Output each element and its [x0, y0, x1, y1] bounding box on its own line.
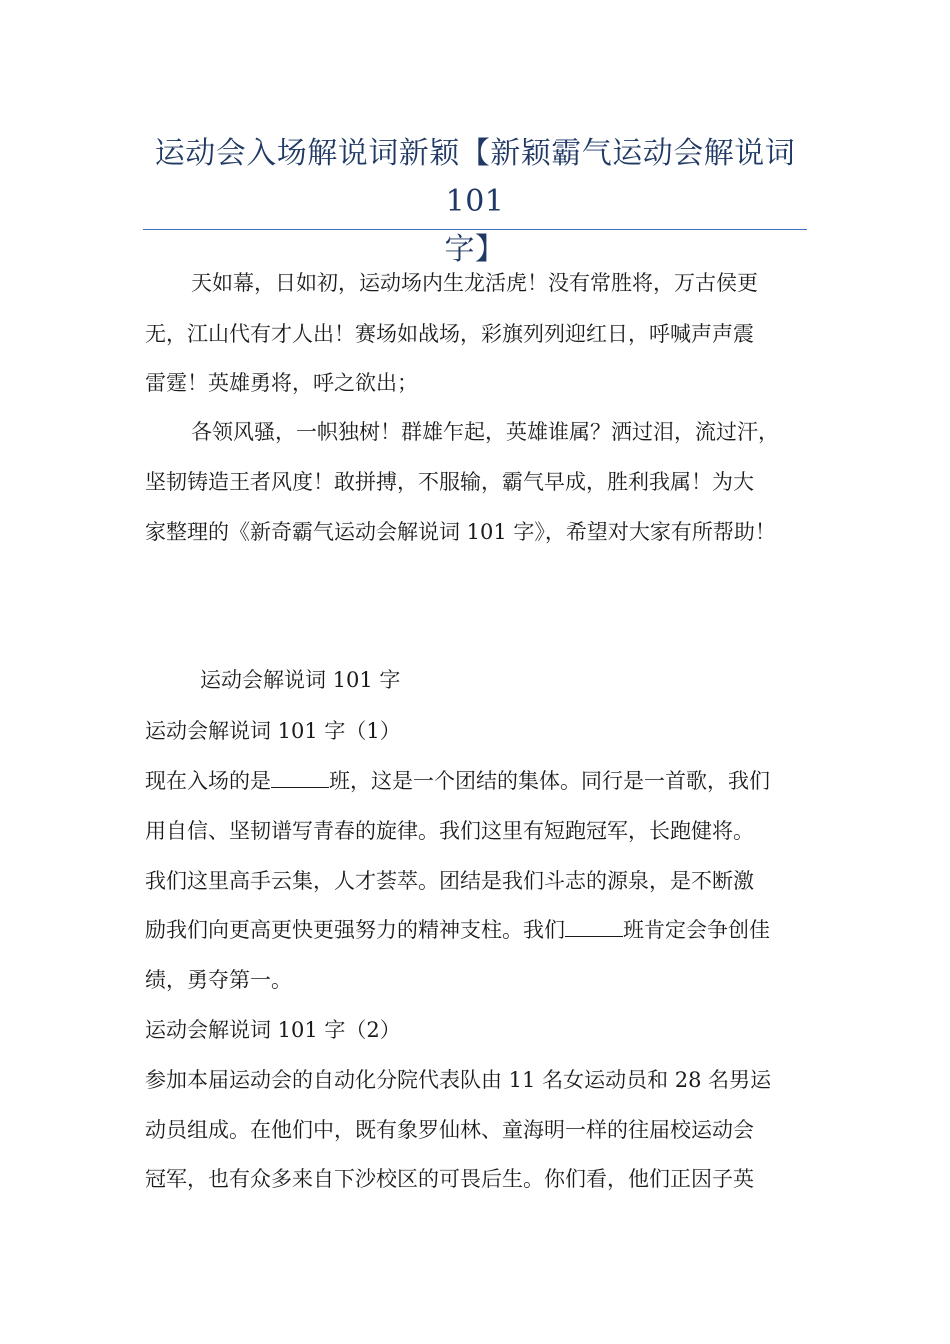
intro-line: 坚韧铸造王者风度！敢拼搏，不服输，霸气早成，胜利我属！为大 — [145, 470, 754, 494]
title-line-2: 字】 — [444, 232, 506, 267]
fill-blank — [271, 769, 329, 788]
part2-line: 冠军，也有众多来自下沙校区的可畏后生。你们看，他们正因子英 — [145, 1167, 754, 1191]
part1-line: 绩，勇夺第一。 — [145, 968, 292, 992]
part1-line: 用自信、坚韧谱写青春的旋律。我们这里有短跑冠军，长跑健将。 — [145, 819, 754, 843]
intro-line: 天如幕，日如初，运动场内生龙活虎！没有常胜将，万古侯更 — [191, 271, 758, 295]
document-title — [140, 130, 810, 274]
title-line-1: 运动会入场解说词新颖【新颖霸气运动会解说词 101 — [154, 136, 796, 219]
section-heading: 运动会解说词 101 字 — [200, 668, 401, 692]
part1-text: 现在入场的是 — [145, 769, 271, 793]
part2-line: 动员组成。在他们中，既有象罗仙林、童海明一样的往届校运动会 — [145, 1118, 754, 1142]
title-underline — [143, 229, 807, 230]
part2-line: 参加本届运动会的自动化分院代表队由 11 名女运动员和 28 名男运 — [145, 1068, 772, 1092]
part1-text: 班肯定会争创佳 — [623, 918, 770, 942]
part2-heading: 运动会解说词 101 字（2） — [145, 1018, 401, 1042]
part1-text: 班，这是一个团结的集体。同行是一首歌，我们 — [329, 769, 770, 793]
fill-blank — [565, 918, 623, 937]
intro-line: 各领风骚，一帜独树！群雄乍起，英雄谁属？洒过泪，流过汗， — [191, 420, 779, 444]
part1-line: 我们这里高手云集，人才荟萃。团结是我们斗志的源泉，是不断激 — [145, 869, 754, 893]
part1-line — [145, 767, 770, 795]
intro-line: 家整理的《新奇霸气运动会解说词 101 字》，希望对大家有所帮助！ — [145, 520, 776, 544]
intro-line: 无，江山代有才人出！赛场如战场，彩旗列列迎红日，呼喊声声震 — [145, 322, 754, 346]
part1-heading: 运动会解说词 101 字（1） — [145, 719, 401, 743]
intro-line: 雷霆！英雄勇将，呼之欲出； — [145, 371, 418, 395]
part1-line — [145, 916, 770, 944]
part1-text: 励我们向更高更快更强努力的精神支柱。我们 — [145, 918, 565, 942]
